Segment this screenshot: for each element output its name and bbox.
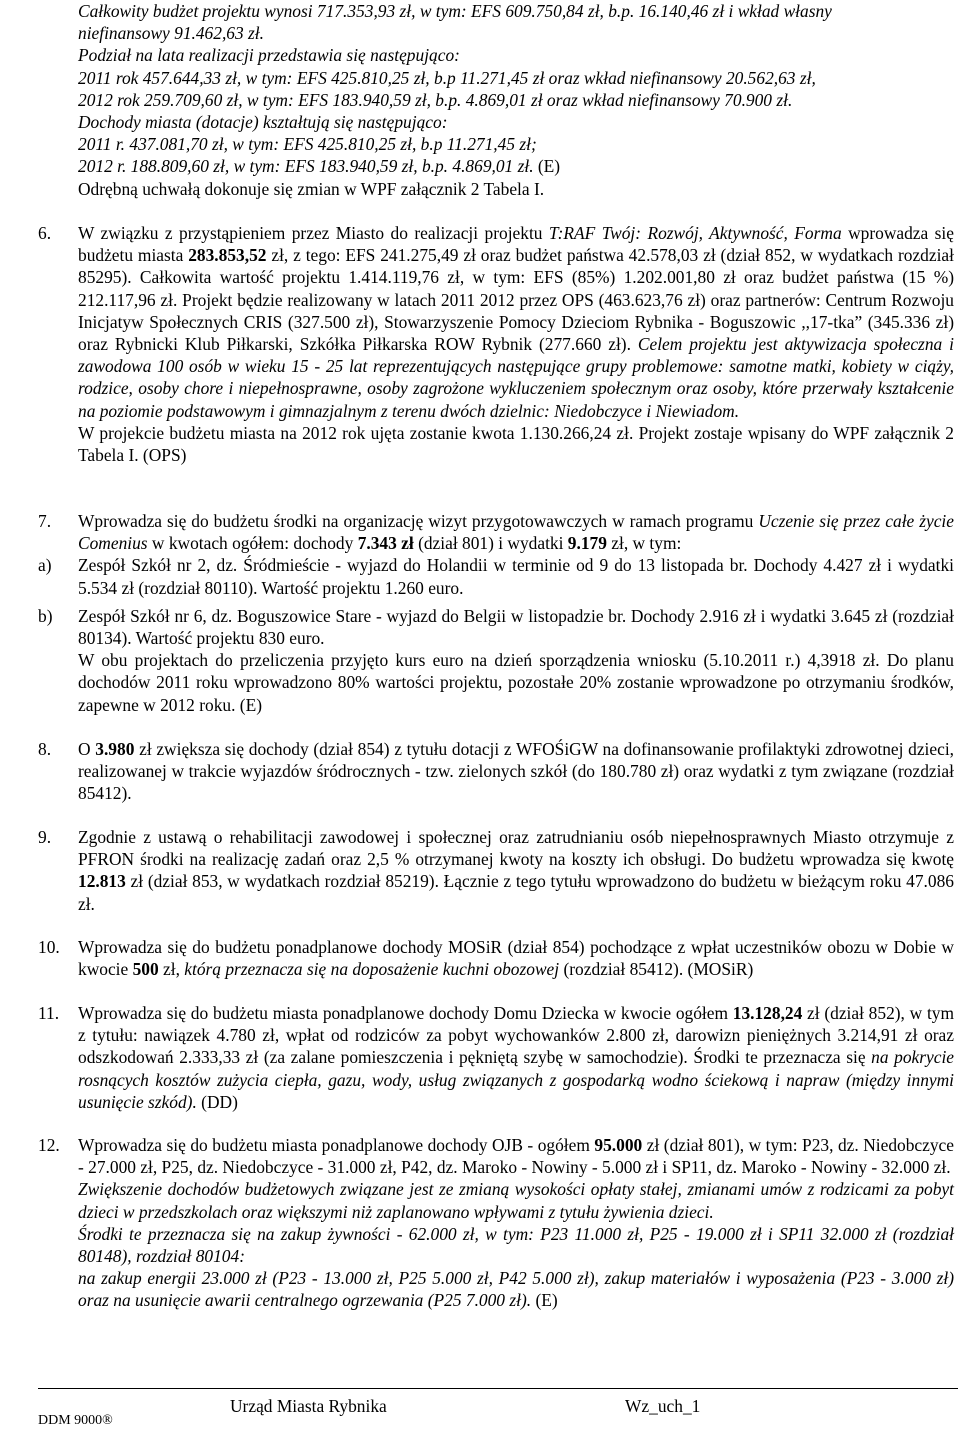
text: W związku z przystąpieniem przez Miasto do realizacji projektu — [78, 223, 549, 243]
item-body — [78, 1134, 954, 1312]
item-body — [78, 738, 954, 805]
intro-line: Odrębną uchwałą dokonuje się zmian w WPF załącznik 2 Tabela I. — [78, 178, 545, 199]
project-title: T:RAF Twój: Rozwój, Aktywność, Forma — [548, 223, 842, 243]
amount: 13.128,24 — [732, 1003, 803, 1023]
item-number: 12. — [38, 1135, 60, 1155]
item-number: 11. — [38, 1003, 60, 1023]
amount: 9.179 — [567, 533, 607, 554]
text: Wprowadza się do budżetu miasta ponadplanowe dochody OJB - ogółem — [78, 1135, 595, 1155]
text: zł (dział 853, w wydatkach rozdział 85219). Łącznie z tego tytułu wprowadzono do budżetu w bieżącym roku 47.086 zł. — [78, 871, 954, 914]
text: zł (dział 852), w tym z tytułu: nawiązek 4.780 zł, wpłat od rodziców za pobyt wychowanków 2.800 zł, darowizn pieniężnych 3.214,91 zł oraz odszkodowań 2.333,33 zł (za zalane pomieszczenia i pękniętą szybę w samochodzie). Środki te przeznacza się — [78, 1003, 954, 1068]
item-body — [78, 936, 954, 980]
footer-left: DDM 9000® — [38, 1413, 113, 1428]
paragraph — [78, 222, 954, 422]
project-goal: Celem projektu jest aktywizacja społeczna i zawodowa 100 osób w wieku 15 - 25 lat reprezentujących następujące grupy problemowe: samotne matki, kobiety w ciąży, rodzice, osoby chore i niepełnosprawne, osoby zagrożone wykluczeniem społecznym oraz osoby, które przerwały kształcenie na poziomie podstawowym i gimnazjalnym z terenu dwóch dzielnic: Niedobczyce i Niewiadom. — [78, 334, 954, 421]
text: zł zwiększa się dochody (dział 854) z tytułu dotacji z WFOŚiGW na dofinansowanie profilaktyki zdrowotnej dzieci, realizowanej w trakcie wyjazdów śródrocznych - tzw. zielonych szkół (do 180.780 zł) oraz wydatki z tym związane (rozdział 85412). — [78, 739, 954, 804]
paragraph: W projekcie budżetu miasta na 2012 rok ujęta zostanie kwota 1.130.266,24 zł. Projekt zostaje wpisany do WPF załącznik 2 Tabela I. (OPS) — [78, 422, 954, 466]
intro-block — [78, 0, 954, 200]
sub-item-b — [38, 605, 954, 649]
text: zł, — [158, 959, 185, 980]
text: wprowadza się budżetu miasta — [78, 223, 954, 266]
text: w kwotach ogółem: dochody — [147, 533, 358, 554]
text: (E) — [531, 1290, 558, 1311]
amount: 7.343 zł — [357, 533, 414, 554]
paragraph — [78, 936, 954, 980]
sub-item-text: Zespół Szkół nr 2, dz. Śródmieście - wyjazd do Holandii w terminie od 9 do 13 listopada br. Dochody 4.427 zł i wydatki 5.534 zł (rozdział 80110). Wartość projektu 1.260 euro. — [78, 555, 954, 598]
sub-item-text: Zespół Szkół nr 6, dz. Boguszowice Stare - wyjazd do Belgii w listopadzie br. Dochody 2.916 zł i wydatki 3.645 zł (rozdział 80134). Wartość projektu 830 euro. — [78, 605, 954, 649]
item-body — [38, 510, 954, 716]
text: zł, z tego: EFS 241.275,49 zł oraz budżet państwa 42.578,03 zł (dział 852, w wydatkach rozdział 85295). Całkowita wartość projektu 1.414.119,76 zł, w tym: EFS (85%) 1.202.001,80 zł oraz budżet państwa (15 %) 212.117,96 zł. Projekt będzie realizowany w latach 2011 2012 przez OPS (463.623,76 zł) oraz partnerów: Centrum Rozwoju Inicjatyw Społecznych CRIS (327.500 zł), Stowarzyszenie Pomocy Dzieciom Rybnika - Boguszowic ,,17-tka” (345.336 zł) oraz Rybnicki Klub Piłkarski, Szkółka Piłkarska ROW Rybnik (277.660 zł). — [78, 245, 954, 355]
amount: 500 — [132, 959, 159, 980]
intro-line: 2011 r. 437.081,70 zł, w tym: EFS 425.810,25 zł, b.p 11.271,45 zł; — [78, 134, 537, 155]
paragraph — [78, 1134, 954, 1178]
intro-line: Podział na lata realizacji przedstawia się następująco: — [78, 45, 460, 66]
sub-item-a — [38, 554, 954, 598]
footer-right: Wz_uch_1 — [625, 1396, 701, 1416]
intro-line: Dochody miasta (dotacje) kształtują się następująco: — [78, 112, 448, 133]
amount: 12.813 — [78, 871, 126, 892]
text: (rozdział 85412). (MOSiR) — [559, 959, 754, 980]
paragraph — [78, 510, 954, 554]
text: Wprowadza się do budżetu środki na organizację wizyt przygotowawczych w ramach programu — [78, 511, 759, 531]
item-number: 8. — [38, 739, 52, 759]
purpose: którą przeznacza się na doposażenie kuchni obozowej — [184, 959, 560, 980]
paragraph — [78, 738, 954, 805]
sub-item-label: b) — [38, 605, 53, 626]
item-body — [78, 826, 954, 915]
item-body — [78, 222, 954, 466]
sub-item-label: a) — [38, 555, 52, 576]
intro-line: Całkowity budżet projektu wynosi 717.353,93 zł, w tym: EFS 609.750,84 zł, b.p. 16.140,46 zł i wkład własny — [78, 1, 832, 21]
intro-line-text: 2012 r. 188.809,60 zł, w tym: EFS 183.940,59 zł, b.p. 4.869,01 zł. — [78, 156, 534, 177]
paragraph — [78, 1002, 954, 1113]
purpose: na pokrycie rosnących kosztów zużycia ciepła, gazu, wody, usług związanych z gospodarką wodno ściekową i napraw (między innymi usunięcie szkód). — [78, 1047, 955, 1112]
intro-line: 2011 rok 457.644,33 zł, w tym: EFS 425.810,25 zł, b.p 11.271,45 zł oraz wkład niefinansowy 20.562,63 zł, — [78, 67, 816, 88]
paragraph: Zwiększenie dochodów budżetowych związane jest ze zmianą wysokości opłaty stałej, zmianami umów z rodzicami za pobyt dzieci w przedszkolach oraz większymi niż zaplanowano wpływami z tytułu żywienia dzieci. — [78, 1179, 954, 1222]
paragraph: W obu projektach do przeliczenia przyjęto kurs euro na dzień sporządzenia wniosku (5.10.2011 r.) 4,3918 zł. Do planu dochodów 2011 roku wprowadzono 80% wartości projektu, pozostałe 20% zostanie wprowadzone po otrzymaniu środków, zapewne w 2012 roku. (E) — [78, 650, 954, 715]
footer-divider — [38, 1388, 958, 1389]
purpose: na zakup energii 23.000 zł (P23 - 13.000 zł, P25 5.000 zł, P42 5.000 zł), zakup materiałów i wyposażenia (P23 - 3.000 zł) oraz na usunięcie awarii centralnego ogrzewania (P25 7.000 zł). — [78, 1268, 954, 1311]
text: Zgodnie z ustawą o rehabilitacji zawodowej i społecznej oraz zatrudnianiu osób niepełnosprawnych Miasto otrzymuje z PFRON środki na realizację zadań oraz 2,5 % otrzymanej kwoty na koszty ich obsługi. Do budżetu wprowadza się kwotę — [78, 827, 954, 870]
text: Wprowadza się do budżetu ponadplanowe dochody MOSiR (dział 854) pochodzące z wpłat uczestników obozu w Dobie w kwocie — [78, 937, 954, 980]
amount: 283.853,52 — [188, 245, 267, 266]
footer-center: Urząd Miasta Rybnika — [230, 1396, 387, 1416]
amount: 95.000 — [594, 1135, 643, 1155]
text: Wprowadza się do budżetu miasta ponadplanowe dochody Domu Dziecka w kwocie ogółem — [78, 1003, 733, 1023]
program-name: Uczenie się przez całe życie Comenius — [78, 511, 954, 554]
text: zł, w tym: — [606, 533, 682, 554]
text: (DD) — [196, 1091, 238, 1112]
item-body — [78, 1002, 954, 1113]
item-number: 6. — [38, 223, 52, 243]
intro-line — [78, 155, 954, 177]
item-number: 7. — [38, 511, 52, 531]
paragraph — [78, 1267, 954, 1311]
paragraph — [78, 826, 954, 915]
intro-line: niefinansowy 91.462,63 zł. — [78, 23, 264, 44]
text: (dział 801) i wydatki — [413, 533, 568, 554]
text: zł (dział 801), w tym: P23, dz. Niedobczyce - 27.000 zł, P25, dz. Niedobczyce - 31.000 zł, P42, dz. Maroko - Nowiny - 5.000 zł i SP11, dz. Maroko - Nowiny - 32.000 zł. — [78, 1135, 954, 1178]
item-number: 9. — [38, 827, 52, 847]
item-number: 10. — [38, 937, 60, 957]
amount: 3.980 — [95, 739, 135, 759]
intro-line-tag: (E) — [533, 156, 561, 177]
intro-line: 2012 rok 259.709,60 zł, w tym: EFS 183.940,59 zł, b.p. 4.869,01 zł oraz wkład niefinansowy 70.900 zł. — [78, 89, 793, 110]
text: O — [78, 739, 96, 759]
paragraph: Środki te przeznacza się na zakup żywności - 62.000 zł, w tym: P23 11.000 zł, P25 - 19.000 zł i SP11 32.000 zł (rozdział 80148), rozdział 80104: — [78, 1223, 954, 1267]
